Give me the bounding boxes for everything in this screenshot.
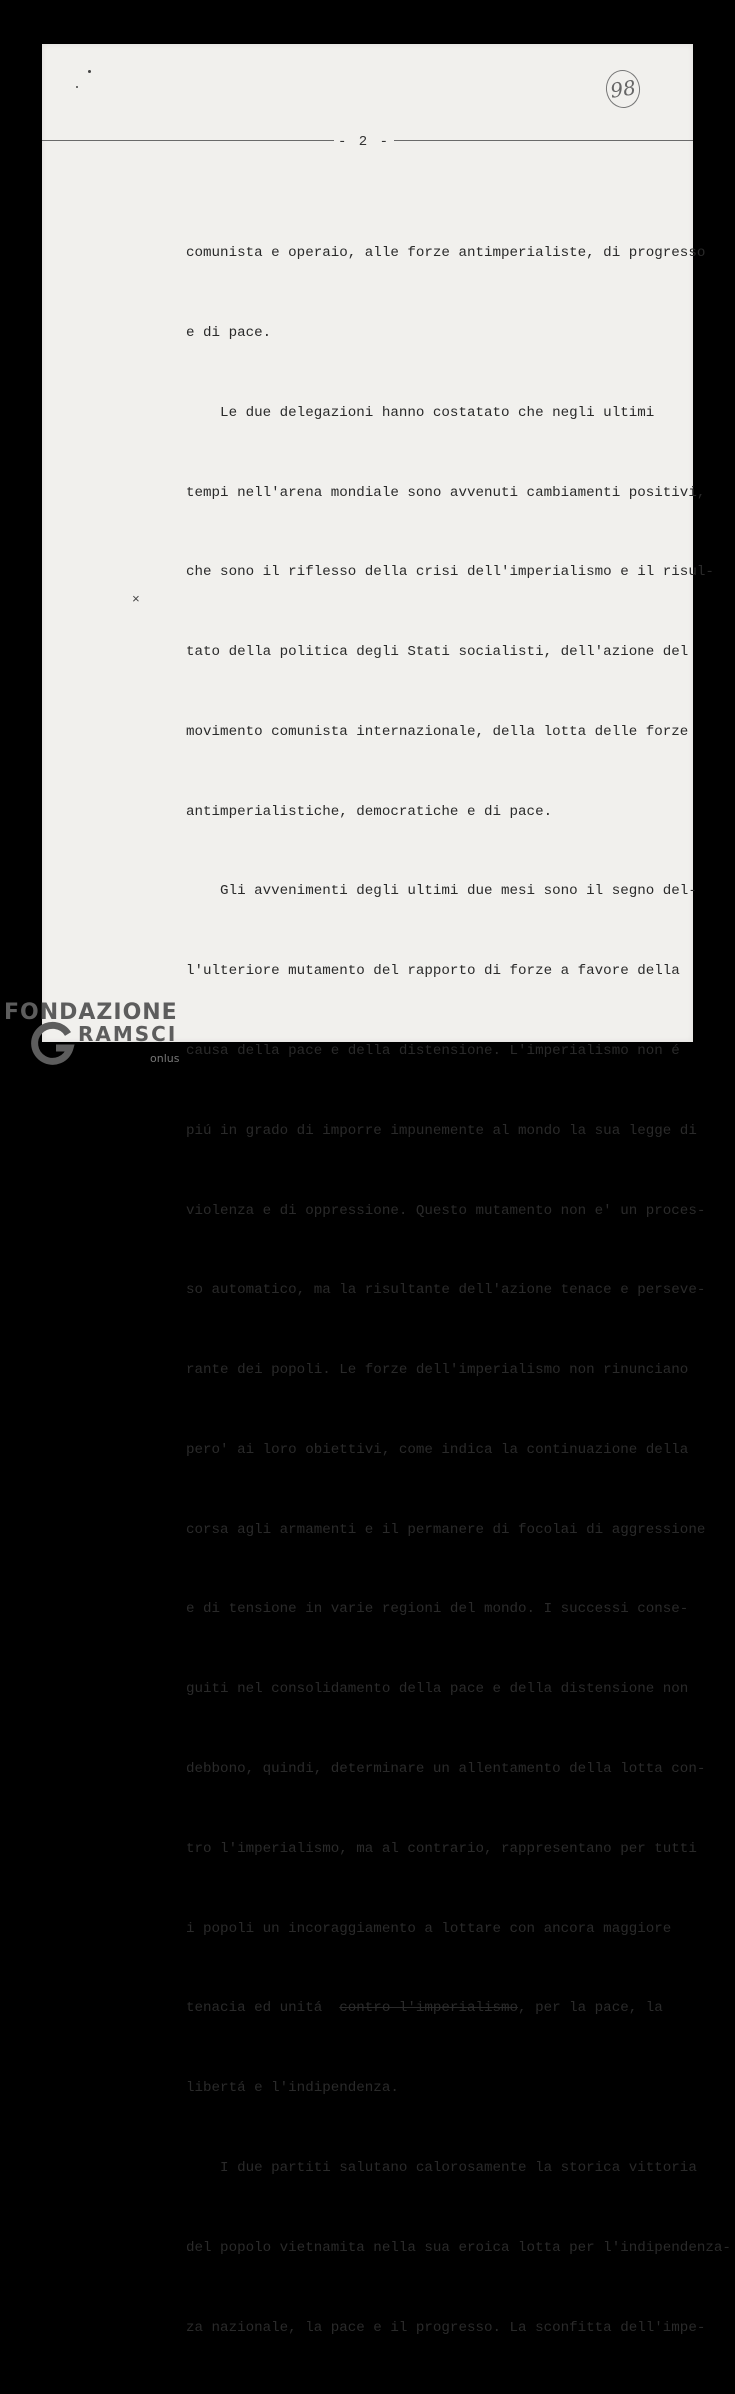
text-line: movimento comunista internazionale, della lotta delle forze xyxy=(186,723,689,740)
text-line: che sono il riflesso della crisi dell'imperialismo e il risul- xyxy=(186,564,714,581)
text-line: guiti nel consolidamento della pace e della distensione non xyxy=(186,1681,689,1698)
text-line: I due partiti salutano calorosamente la storica vittoria xyxy=(186,2159,697,2176)
fondazione-gramsci-watermark xyxy=(4,996,204,1076)
text-line: so automatico, ma la risultante dell'azione tenace e perseve- xyxy=(186,1282,706,1299)
text-line: e di pace. xyxy=(186,324,272,341)
dust-speck xyxy=(76,86,78,88)
text-line: tato della politica degli Stati socialisti, dell'azione del xyxy=(186,644,689,661)
text-line: Le due delegazioni hanno costatato che negli ultimi xyxy=(186,404,655,421)
text-fragment: tenacia ed unitá xyxy=(186,2000,340,2017)
text-line: libertá e l'indipendenza. xyxy=(186,2080,399,2097)
text-line: comunista e operaio, alle forze antimperialiste, di progresso xyxy=(186,245,706,262)
text-line: tro l'imperialismo, ma al contrario, rappresentano per tutti xyxy=(186,1840,697,1857)
text-line: violenza e di oppressione. Questo mutamento non e' un proces- xyxy=(186,1202,706,1219)
text-line: rante dei popoli. Le forze dell'imperialismo non rinunciano xyxy=(186,1362,689,1379)
text-line: tempi nell'arena mondiale sono avvenuti cambiamenti positivi, xyxy=(186,484,706,501)
watermark-suffix: onlus xyxy=(150,1052,180,1065)
text-line: corsa agli armamenti e il permanere di focolai di aggressione xyxy=(186,1521,706,1538)
text-line: Gli avvenimenti degli ultimi due mesi sono il segno del- xyxy=(186,883,697,900)
margin-mark: × xyxy=(132,592,140,607)
watermark-top-text: FONDAZIONE xyxy=(4,1000,178,1025)
dust-speck xyxy=(88,70,91,73)
typed-text xyxy=(186,187,731,2394)
struck-through-text: contro l'imperialismo xyxy=(339,2000,519,2017)
text-line: piú in grado di imporre impunemente al mondo la sua legge di xyxy=(186,1122,697,1139)
text-line: antimperialistiche, democratiche e di pace. xyxy=(186,803,553,820)
text-line: del popolo vietnamita nella sua eroica lotta per l'indipendenza- xyxy=(186,2239,731,2256)
archive-number-stamp: 98 xyxy=(604,68,643,110)
text-line: za nazionale, la pace e il progresso. La sconfitta dell'impe- xyxy=(186,2319,706,2336)
text-line: i popoli un incoraggiamento a lottare con ancora maggiore xyxy=(186,1920,672,1937)
text-line: pero' ai loro obiettivi, come indica la continuazione della xyxy=(186,1441,689,1458)
text-line: l'ulteriore mutamento del rapporto di forze a favore della xyxy=(186,963,680,980)
gramsci-g-logo-icon xyxy=(30,1020,76,1066)
watermark-bottom-text: RAMSCI xyxy=(78,1022,178,1046)
text-line: debbono, quindi, determinare un allentamento della lotta con- xyxy=(186,1761,706,1778)
text-line: causa della pace e della distensione. L'imperialismo non é xyxy=(186,1043,680,1059)
text-line-with-deletion xyxy=(186,1995,686,2022)
text-fragment: , per la pace, la xyxy=(518,2000,663,2017)
page-number: - 2 - xyxy=(334,134,394,150)
text-line: e di tensione in varie regioni del mondo. I successi conse- xyxy=(186,1601,689,1618)
